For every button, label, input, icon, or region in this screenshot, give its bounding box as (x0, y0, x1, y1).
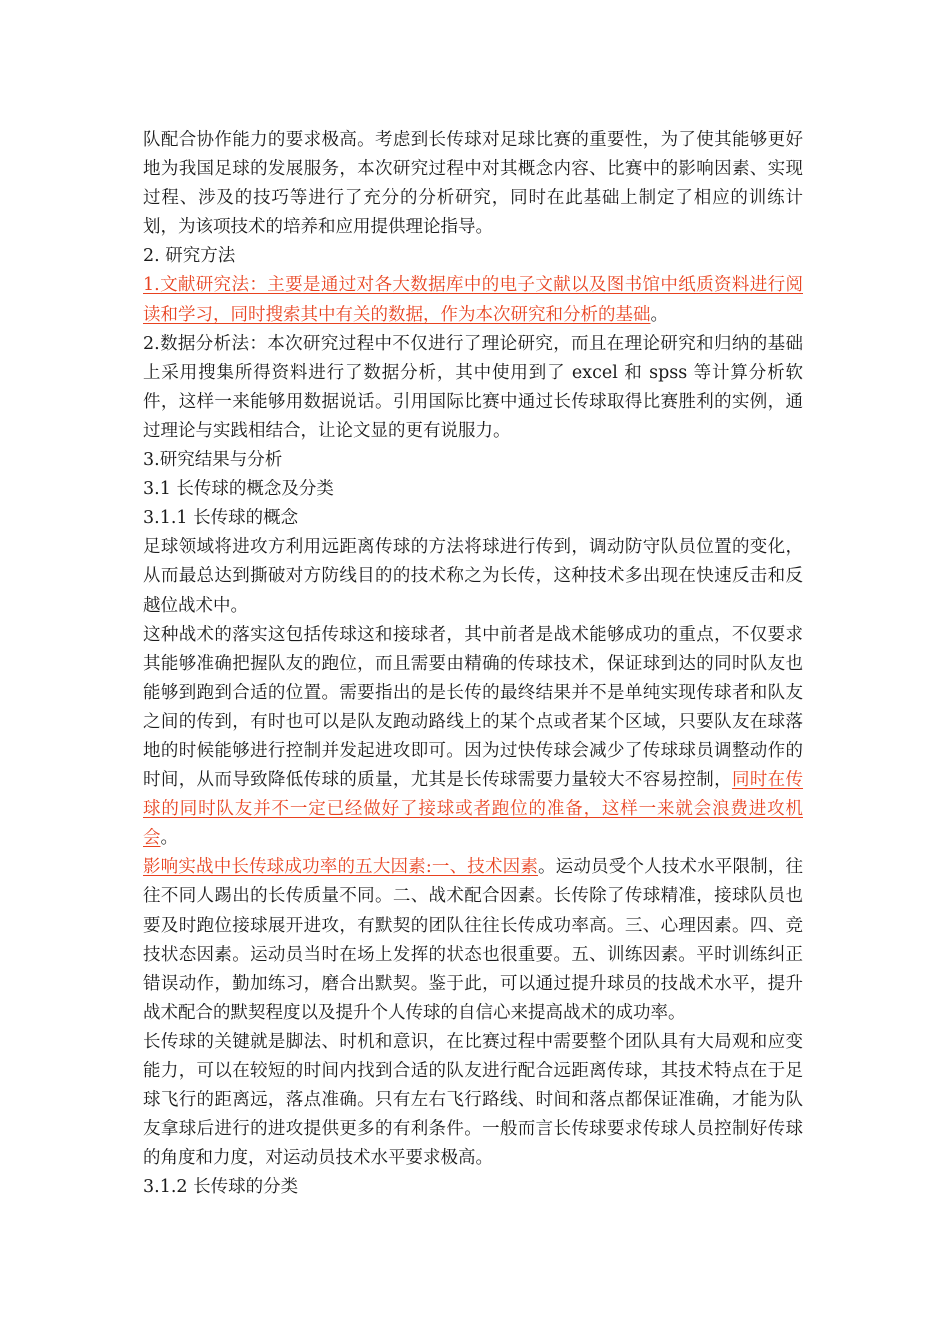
method-1-paragraph (143, 271, 803, 329)
section-heading-results: 3.研究结果与分析 (143, 450, 283, 471)
subsection-heading-3-1-1: 3.1.1 长传球的概念 (143, 508, 299, 529)
concept-paragraph: 足球领域将进攻方利用远距离传球的方法将球进行传到，调动防守队员位置的变化，从而最总达到撕破对方防线目的的技术称之为长传，这种技术多出现在快速反击和反越位战术中。 (143, 537, 803, 616)
method-2-paragraph: 2.数据分析法：本次研究过程中不仅进行了理论研究，而且在理论研究和归纳的基础上采用搜集所得资料进行了数据分析，其中使用到了 excel 和 spss 等计算分析软件，这样一来能够用数据说话。引用国际比赛中通过长传球取得比赛胜利的实例，通过理论与实践相结合，让论文显的更有说服力。 (143, 333, 803, 441)
tactic-paragraph (143, 621, 803, 854)
intro-paragraph: 队配合协作能力的要求极高。考虑到长传球对足球比赛的重要性，为了使其能够更好地为我国足球的发展服务，本次研究过程中对其概念内容、比赛中的影响因素、实现过程、涉及的技巧等进行了充分的分析研究，同时在此基础上制定了相应的训练计划，为该项技术的培养和应用提供理论指导。 (143, 130, 803, 238)
method-1-highlight: 1.文献研究法：主要是通过对各大数据库中的电子文献以及图书馆中纸质资料进行阅读和学习，同时搜索其中有关的数据，作为本次研究和分析的基础 (143, 275, 803, 325)
subsection-heading-3-1-2: 3.1.2 长传球的分类 (143, 1177, 299, 1198)
method-1-end: 。 (650, 304, 668, 325)
subsection-heading-3-1: 3.1 长传球的概念及分类 (143, 479, 334, 500)
factors-highlight: 影响实战中长传球成功率的五大因素:一、技术因素 (143, 857, 538, 878)
key-points-paragraph: 长传球的关键就是脚法、时机和意识，在比赛过程中需要整个团队具有大局观和应变能力，可以在较短的时间内找到合适的队友进行配合远距离传球，其技术特点在于足球飞行的距离远，落点准确。只有左右飞行路线、时间和落点都保证准确，才能为队友拿球后进行的进攻提供更多的有利条件。一般而言长传球要求传球人员控制好传球的角度和力度，对运动员技术水平要求极高。 (143, 1031, 803, 1169)
document-page (143, 126, 803, 1202)
tactic-end: 。 (160, 828, 178, 849)
factors-paragraph (143, 853, 803, 1028)
factors-text: 。运动员受个人技术水平限制，往往不同人踢出的长传质量不同。二、战术配合因素。长传除了传球精准，接球队员也要及时跑位接球展开进攻，有默契的团队往往长传成功率高。三、心理因素。四、竞技状态因素。运动员当时在场上发挥的状态也很重要。五、训练因素。平时训练纠正错误动作，勤加练习，磨合出默契。鉴于此，可以通过提升球员的技战术水平，提升战术配合的默契程度以及提升个人传球的自信心来提高战术的成功率。 (143, 857, 803, 1023)
section-heading-methods: 2. 研究方法 (143, 246, 236, 267)
tactic-text: 这种战术的落实这包括传球这和接球者，其中前者是战术能够成功的重点，不仅要求其能够准确把握队友的跑位，而且需要由精确的传球技术，保证球到达的同时队友也能够到跑到合适的位置。需要指出的是长传的最终结果并不是单纯实现传球者和队友之间的传到，有时也可以是队友跑动路线上的某个点或者某个区域，只要队友在球落地的时候能够进行控制并发起进攻即可。因为过快传球会减少了传球球员调整动作的时间，从而导致降低传球的质量，尤其是长传球需要力量较大不容易控制， (143, 624, 803, 791)
tactic-highlight: 同时在传球的同时队友并不一定已经做好了接球或者跑位的准备，这样一来就会浪费进攻机会 (143, 770, 804, 849)
